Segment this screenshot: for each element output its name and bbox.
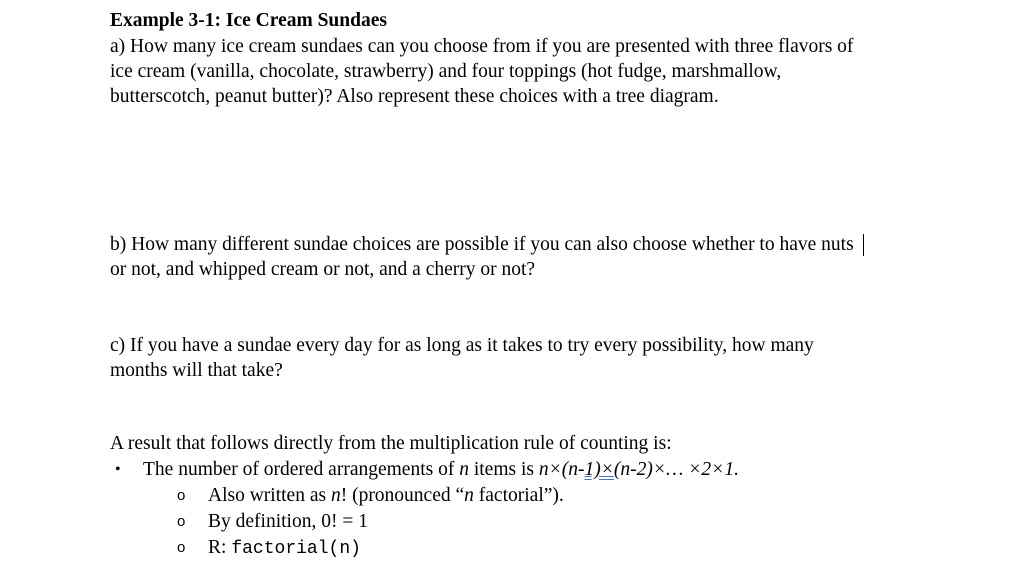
part-b-line-1: b) How many different sundae choices are possible if you can also choose whether to have nuts <box>110 234 854 255</box>
also-prefix: Also written as <box>208 485 331 506</box>
result-intro: A result that follows directly from the multiplication rule of counting is: <box>110 433 672 454</box>
sub-bullet-marker-2: o <box>177 513 186 530</box>
r-code: factorial(n) <box>231 539 361 559</box>
sub-item-also-written <box>208 484 564 508</box>
bullet-text-prefix: The number of ordered arrangements of <box>143 459 460 480</box>
formula-underlined: 1)× <box>584 459 614 480</box>
also-n2: n <box>464 485 474 506</box>
sub-bullet-marker-1: o <box>177 487 186 504</box>
part-a-line-2: ice cream (vanilla, chocolate, strawberry) and four toppings (hot fudge, marshmallow, <box>110 61 782 82</box>
bullet-marker: • <box>115 461 121 478</box>
part-a-line-3: butterscotch, peanut butter)? Also represent these choices with a tree diagram. <box>110 86 719 107</box>
sub-bullet-marker-3: o <box>177 539 186 556</box>
part-a-line-1: a) How many ice cream sundaes can you choose from if you are presented with three flavors of <box>110 36 854 57</box>
sub-item-definition: By definition, 0! = 1 <box>208 511 368 532</box>
sub-item-r-function <box>208 536 361 561</box>
example-title: Example 3-1: Ice Cream Sundaes <box>110 10 387 31</box>
text-cursor <box>863 234 864 256</box>
n-variable: n <box>459 459 469 480</box>
r-label: R: <box>208 537 232 558</box>
part-b-line-2: or not, and whipped cream or not, and a cherry or not? <box>110 259 536 280</box>
also-end: factorial”). <box>473 485 564 506</box>
part-c-line-2: months will that take? <box>110 360 283 381</box>
formula-end: (n-2)×… ×2×1. <box>613 459 739 480</box>
formula-start: n×(n- <box>538 459 585 480</box>
also-mid: ! (pronounced “ <box>340 485 465 506</box>
part-c-line-1: c) If you have a sundae every day for as long as it takes to try every possibility, how many <box>110 335 814 356</box>
also-n: n <box>330 485 341 506</box>
bullet-ordered-arrangements <box>143 458 739 482</box>
bullet-text-mid: items is <box>468 459 539 480</box>
